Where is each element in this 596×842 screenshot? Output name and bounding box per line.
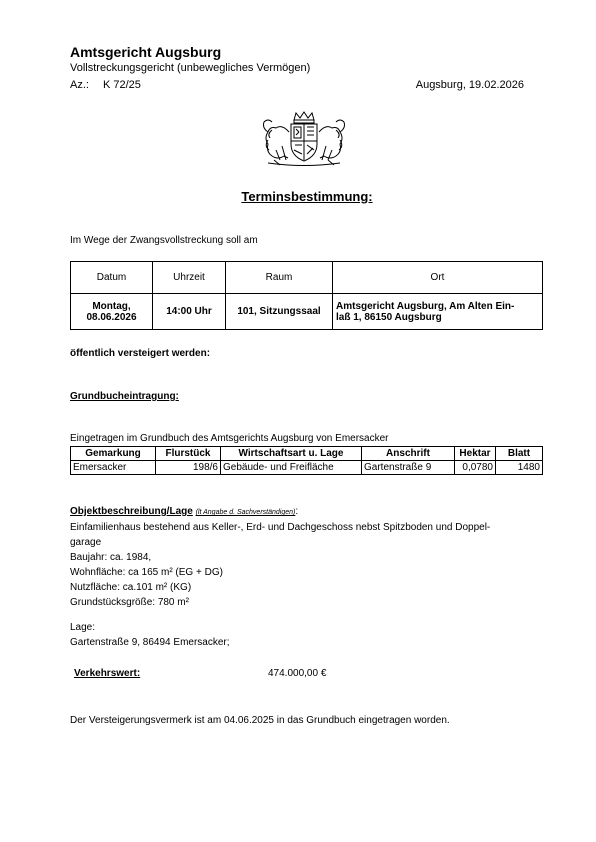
schedule-header-room: Raum (226, 262, 333, 294)
intro-text: Im Wege der Zwangsvollstreckung soll am (70, 235, 258, 246)
grundbuch-table (70, 446, 543, 475)
objekt-line: Nutzfläche: ca.101 m² (KG) (70, 582, 192, 593)
court-name: Amtsgericht Augsburg (70, 44, 222, 60)
footer-text: Der Versteigerungsvermerk ist am 04.06.2025 in das Grundbuch eingetragen worden. (70, 715, 450, 726)
schedule-location (333, 294, 543, 330)
objekt-line: Wohnfläche: ca 165 m² (EG + DG) (70, 567, 223, 578)
grundbuch-hektar: 0,0780 (455, 461, 496, 475)
grundbuch-header-hektar: Hektar (455, 447, 496, 461)
verkehrswert-label: Verkehrswert: (74, 668, 141, 679)
schedule-header-date: Datum (71, 262, 153, 294)
verkehrswert-value: 474.000,00 € (268, 668, 327, 679)
document-title: Terminsbestimmung: (241, 189, 373, 204)
az-value: K 72/25 (103, 79, 141, 91)
objekt-heading-note: (lt Angabe d. Sachverständigen) (195, 509, 296, 516)
grundbuch-flurstueck: 198/6 (156, 461, 221, 475)
lage-value: Gartenstraße 9, 86494 Emersacker; (70, 637, 230, 648)
court-department: Vollstreckungsgericht (unbewegliches Vermögen) (70, 62, 311, 74)
lage-label: Lage: (70, 622, 96, 633)
objekt-description (70, 520, 490, 610)
schedule-header-time: Uhrzeit (153, 262, 226, 294)
objekt-line: Baujahr: ca. 1984, (70, 552, 152, 563)
schedule-location-line2: laß 1, 86150 Augsburg (336, 311, 442, 323)
grundbuch-header-gemarkung: Gemarkung (71, 447, 156, 461)
objekt-line: Grundstücksgröße: 780 m² (70, 597, 189, 608)
schedule-date-value: 08.06.2026 (86, 311, 137, 323)
grundbuch-gemarkung: Emersacker (71, 461, 156, 475)
grundbuch-header-flurstueck: Flurstück (156, 447, 221, 461)
objekt-line: garage (70, 537, 102, 548)
objekt-heading-suffix: : (295, 506, 299, 517)
schedule-location-line1: Amtsgericht Augsburg, Am Alten Ein- (336, 300, 515, 312)
grundbuch-header-wirtschaftsart: Wirtschaftsart u. Lage (221, 447, 362, 461)
objekt-heading: Objektbeschreibung/Lage (70, 506, 193, 517)
schedule-date-day: Montag, (92, 300, 131, 312)
grundbuch-header-anschrift: Anschrift (362, 447, 455, 461)
auction-text: öffentlich versteigert werden: (70, 348, 211, 359)
objekt-line: Einfamilienhaus bestehend aus Keller-, Erd- und Dachgeschoss nebst Spitzboden und Doppel- (70, 522, 491, 533)
grundbuch-anschrift: Gartenstraße 9 (362, 461, 455, 475)
table-row (71, 461, 543, 475)
schedule-table (70, 261, 543, 330)
schedule-header-location: Ort (333, 262, 543, 294)
grundbuch-heading: Grundbucheintragung: (70, 391, 179, 402)
az-label: Az.: (70, 79, 89, 91)
grundbuch-intro: Eingetragen im Grundbuch des Amtsgerichts Augsburg von Emersacker (70, 433, 389, 444)
grundbuch-header-blatt: Blatt (496, 447, 543, 461)
schedule-time: 14:00 Uhr (153, 294, 226, 330)
place-date: Augsburg, 19.02.2026 (415, 79, 524, 91)
grundbuch-wirtschaftsart: Gebäude- und Freifläche (221, 461, 362, 475)
coat-of-arms-icon (258, 110, 350, 168)
schedule-date (71, 294, 153, 330)
schedule-room: 101, Sitzungssaal (226, 294, 333, 330)
objekt-heading-line (70, 506, 298, 517)
grundbuch-blatt: 1480 (496, 461, 543, 475)
